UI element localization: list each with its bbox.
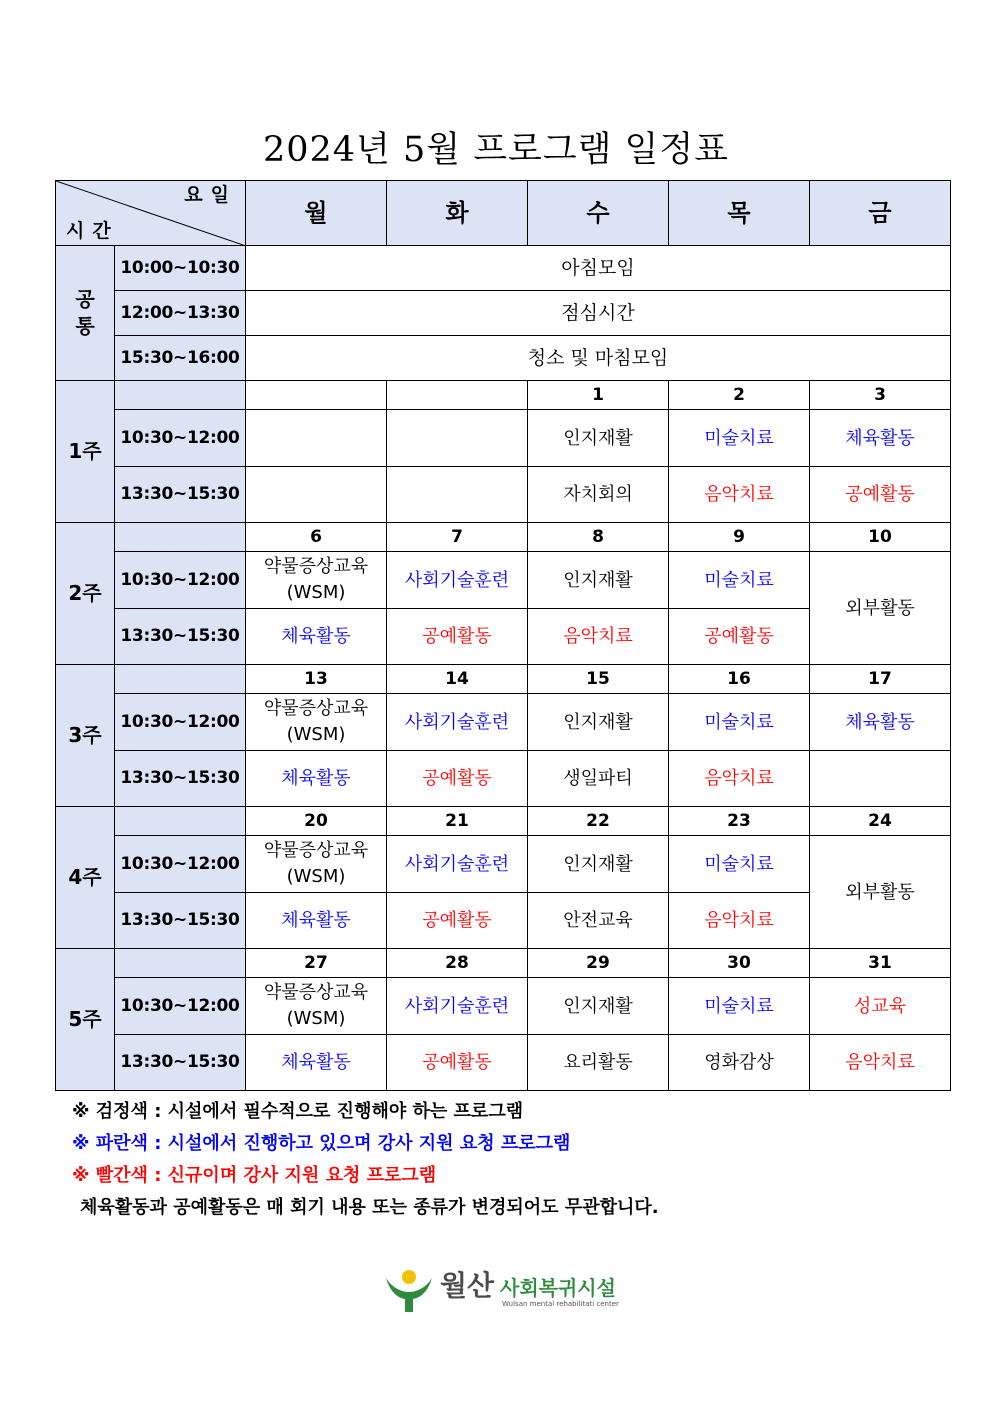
activity-cell: 음악치료 bbox=[669, 893, 810, 949]
date-cell: 3 bbox=[810, 381, 951, 410]
afternoon-time: 13:30~15:30 bbox=[115, 751, 246, 807]
date-cell: 10 bbox=[810, 523, 951, 552]
activity-cell bbox=[387, 467, 528, 523]
activity-cell: 미술치료 bbox=[669, 836, 810, 893]
note-red: ※ 빨간색 : 신규이며 강사 지원 요청 프로그램 bbox=[72, 1165, 437, 1186]
common-time: 10:00~10:30 bbox=[115, 246, 246, 291]
date-cell: 27 bbox=[246, 949, 387, 978]
week-morning-row bbox=[56, 694, 951, 751]
common-label-2: 통 bbox=[75, 314, 95, 338]
activity-cell: 공예활동 bbox=[387, 751, 528, 807]
facility-logo bbox=[382, 1266, 622, 1316]
date-cell: 20 bbox=[246, 807, 387, 836]
activity-cell bbox=[246, 467, 387, 523]
week-label: 2주 bbox=[56, 523, 115, 665]
common-row bbox=[56, 291, 951, 336]
week-afternoon-row bbox=[56, 1035, 951, 1091]
date-row-time-blank bbox=[115, 665, 246, 694]
activity-subtext: (WSM) bbox=[286, 1008, 346, 1029]
week-date-row bbox=[56, 665, 951, 694]
activity-subtext: (WSM) bbox=[286, 724, 346, 745]
activity-text: 약물증상교육 bbox=[263, 698, 369, 719]
week-label: 4주 bbox=[56, 807, 115, 949]
activity-cell bbox=[246, 552, 387, 609]
morning-time: 10:30~12:00 bbox=[115, 836, 246, 893]
activity-cell: 체육활동 bbox=[246, 609, 387, 665]
week-date-row bbox=[56, 949, 951, 978]
activity-cell: 음악치료 bbox=[669, 467, 810, 523]
activity-cell: 체육활동 bbox=[246, 893, 387, 949]
week-morning-row bbox=[56, 552, 951, 609]
activity-cell: 성교육 bbox=[810, 978, 951, 1035]
date-cell: 1 bbox=[528, 381, 669, 410]
activity-cell: 공예활동 bbox=[669, 609, 810, 665]
logo-name-main: 월산 bbox=[440, 1269, 495, 1302]
activity-cell bbox=[246, 410, 387, 467]
morning-time: 10:30~12:00 bbox=[115, 694, 246, 751]
activity-cell: 미술치료 bbox=[669, 694, 810, 751]
activity-cell: 공예활동 bbox=[387, 1035, 528, 1091]
activity-text: 약물증상교육 bbox=[263, 556, 369, 577]
date-cell: 22 bbox=[528, 807, 669, 836]
date-cell: 29 bbox=[528, 949, 669, 978]
activity-cell: 인지재활 bbox=[528, 836, 669, 893]
header-row bbox=[56, 181, 951, 246]
activity-cell bbox=[246, 836, 387, 893]
afternoon-time: 13:30~15:30 bbox=[115, 467, 246, 523]
activity-cell: 안전교육 bbox=[528, 893, 669, 949]
morning-time: 10:30~12:00 bbox=[115, 552, 246, 609]
date-cell: 7 bbox=[387, 523, 528, 552]
date-cell: 6 bbox=[246, 523, 387, 552]
activity-cell: 사회기술훈련 bbox=[387, 978, 528, 1035]
activity-subtext: (WSM) bbox=[286, 582, 346, 603]
activity-cell: 사회기술훈련 bbox=[387, 694, 528, 751]
week-afternoon-row bbox=[56, 751, 951, 807]
activity-cell: 인지재활 bbox=[528, 410, 669, 467]
date-cell: 13 bbox=[246, 665, 387, 694]
activity-cell: 체육활동 bbox=[810, 410, 951, 467]
activity-cell: 체육활동 bbox=[246, 751, 387, 807]
common-activity: 아침모임 bbox=[246, 246, 951, 291]
date-cell: 21 bbox=[387, 807, 528, 836]
activity-cell: 생일파티 bbox=[528, 751, 669, 807]
activity-cell: 인지재활 bbox=[528, 552, 669, 609]
activity-cell: 공예활동 bbox=[387, 609, 528, 665]
date-cell bbox=[246, 381, 387, 410]
activity-cell: 미술치료 bbox=[669, 410, 810, 467]
logo-name-sub: 사회복귀시설 bbox=[500, 1276, 616, 1300]
date-cell: 15 bbox=[528, 665, 669, 694]
logo-figure-icon bbox=[382, 1268, 436, 1314]
activity-cell: 체육활동 bbox=[810, 694, 951, 751]
date-cell: 9 bbox=[669, 523, 810, 552]
date-cell: 31 bbox=[810, 949, 951, 978]
note-black: ※ 검정색 : 시설에서 필수적으로 진행해야 하는 프로그램 bbox=[72, 1101, 524, 1122]
morning-time: 10:30~12:00 bbox=[115, 410, 246, 467]
date-cell: 17 bbox=[810, 665, 951, 694]
corner-day-label: 요일 bbox=[184, 184, 237, 206]
common-time: 12:00~13:30 bbox=[115, 291, 246, 336]
week-morning-row bbox=[56, 978, 951, 1035]
activity-cell: 체육활동 bbox=[246, 1035, 387, 1091]
activity-cell bbox=[387, 410, 528, 467]
date-cell: 30 bbox=[669, 949, 810, 978]
day-header-fri: 금 bbox=[810, 181, 951, 246]
date-cell: 14 bbox=[387, 665, 528, 694]
schedule-table bbox=[55, 180, 951, 1091]
activity-cell: 인지재활 bbox=[528, 978, 669, 1035]
common-activity: 청소 및 마침모임 bbox=[246, 336, 951, 381]
corner-cell bbox=[56, 181, 246, 246]
activity-cell: 공예활동 bbox=[810, 467, 951, 523]
activity-cell: 사회기술훈련 bbox=[387, 836, 528, 893]
activity-cell: 공예활동 bbox=[387, 893, 528, 949]
date-cell: 2 bbox=[669, 381, 810, 410]
activity-cell: 외부활동 bbox=[810, 836, 951, 949]
week-label: 3주 bbox=[56, 665, 115, 807]
activity-cell: 인지재활 bbox=[528, 694, 669, 751]
activity-cell bbox=[246, 978, 387, 1035]
activity-cell bbox=[246, 694, 387, 751]
common-label-1: 공 bbox=[75, 287, 95, 311]
date-cell: 28 bbox=[387, 949, 528, 978]
date-cell: 24 bbox=[810, 807, 951, 836]
activity-cell: 사회기술훈련 bbox=[387, 552, 528, 609]
date-row-time-blank bbox=[115, 949, 246, 978]
common-row bbox=[56, 246, 951, 291]
day-header-thu: 목 bbox=[669, 181, 810, 246]
week-morning-row bbox=[56, 836, 951, 893]
legend-notes bbox=[72, 1096, 659, 1224]
common-row bbox=[56, 336, 951, 381]
activity-cell bbox=[810, 751, 951, 807]
corner-time-label: 시간 bbox=[66, 220, 119, 242]
activity-subtext: (WSM) bbox=[286, 866, 346, 887]
morning-time: 10:30~12:00 bbox=[115, 978, 246, 1035]
activity-cell: 미술치료 bbox=[669, 978, 810, 1035]
common-activity: 점심시간 bbox=[246, 291, 951, 336]
day-header-wed: 수 bbox=[528, 181, 669, 246]
activity-cell: 자치회의 bbox=[528, 467, 669, 523]
date-cell bbox=[387, 381, 528, 410]
date-cell: 23 bbox=[669, 807, 810, 836]
date-row-time-blank bbox=[115, 381, 246, 410]
afternoon-time: 13:30~15:30 bbox=[115, 1035, 246, 1091]
activity-text: 약물증상교육 bbox=[263, 840, 369, 861]
page-title: 2024년 5월 프로그램 일정표 bbox=[262, 130, 729, 170]
week-label: 1주 bbox=[56, 381, 115, 523]
activity-cell: 음악치료 bbox=[669, 751, 810, 807]
common-time: 15:30~16:00 bbox=[115, 336, 246, 381]
date-cell: 8 bbox=[528, 523, 669, 552]
activity-text: 약물증상교육 bbox=[263, 982, 369, 1003]
activity-cell: 영화감상 bbox=[669, 1035, 810, 1091]
activity-cell: 음악치료 bbox=[528, 609, 669, 665]
date-cell: 16 bbox=[669, 665, 810, 694]
afternoon-time: 13:30~15:30 bbox=[115, 609, 246, 665]
common-label bbox=[56, 246, 115, 381]
week-date-row bbox=[56, 807, 951, 836]
activity-cell: 미술치료 bbox=[669, 552, 810, 609]
day-header-tue: 화 bbox=[387, 181, 528, 246]
logo-english: Wulsan mental rehabilitati center bbox=[502, 1300, 619, 1308]
date-row-time-blank bbox=[115, 807, 246, 836]
note-plain: 체육활동과 공예활동은 매 회기 내용 또는 종류가 변경되어도 무관합니다. bbox=[80, 1197, 659, 1218]
note-blue: ※ 파란색 : 시설에서 진행하고 있으며 강사 지원 요청 프로그램 bbox=[72, 1133, 571, 1154]
date-row-time-blank bbox=[115, 523, 246, 552]
activity-cell: 외부활동 bbox=[810, 552, 951, 665]
week-date-row bbox=[56, 381, 951, 410]
afternoon-time: 13:30~15:30 bbox=[115, 893, 246, 949]
activity-cell: 요리활동 bbox=[528, 1035, 669, 1091]
week-label: 5주 bbox=[56, 949, 115, 1091]
week-date-row bbox=[56, 523, 951, 552]
activity-cell: 음악치료 bbox=[810, 1035, 951, 1091]
week-morning-row bbox=[56, 410, 951, 467]
day-header-mon: 월 bbox=[246, 181, 387, 246]
week-afternoon-row bbox=[56, 467, 951, 523]
